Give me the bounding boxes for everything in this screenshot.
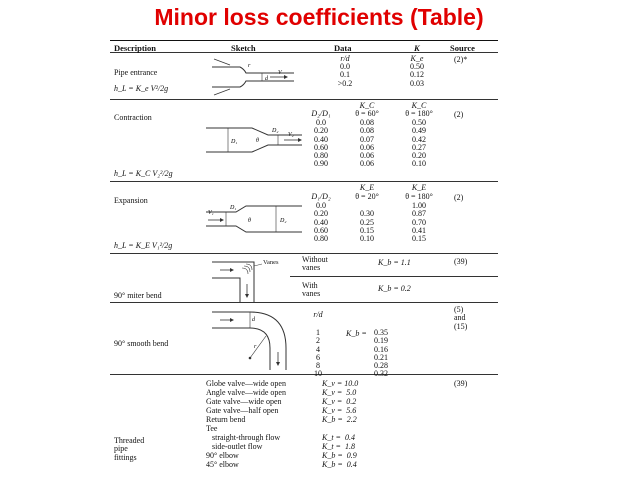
entrance-r-label: r [248, 63, 251, 69]
expansion-k180-theta: θ = 180° [405, 192, 433, 201]
smooth-k-prefix: K_b = [346, 329, 367, 338]
miter-without-k: K_b = 1.1 [378, 258, 411, 267]
contraction-k60-head: K_C [359, 101, 375, 110]
entrance-k: 0.50 0.12 0.03 [410, 62, 424, 88]
smooth-data: 1 2 4 6 8 10 [314, 328, 322, 379]
entrance-data: 0.0 0.1 >0.2 [337, 62, 353, 88]
contraction-ratio-head: D₂/D₁ [311, 109, 331, 118]
contraction-formula: h_L = K_C V₂²/2g [114, 169, 173, 178]
contraction-k60-theta: θ = 60° [355, 109, 379, 118]
contraction-ratio: 0.0 0.20 0.40 0.60 0.80 0.90 [314, 118, 328, 169]
entrance-v-label: V [278, 70, 282, 76]
miter-with-k: K_b = 0.2 [378, 284, 411, 293]
expansion-k180: 1.00 0.87 0.70 0.41 0.15 [412, 201, 426, 244]
threaded-items: Globe valve—wide open Angle valve—wide open Gate valve—wide open Gate valve—half open Return bend Tee straight-through flow side-outlet flow 90° elbow 45° elbow [206, 379, 286, 469]
entrance-label: Pipe entrance [114, 68, 158, 77]
header-rule [110, 52, 498, 53]
smooth-source: (5) and (15) [454, 305, 468, 331]
row-rule [110, 181, 498, 182]
row-rule [290, 276, 498, 277]
miter-label: 90° miter bend [114, 291, 162, 300]
expansion-source: (2) [454, 193, 464, 202]
slide-title: Minor loss coefficients (Table) [154, 4, 484, 30]
contraction-d1-label: D₁ [231, 139, 238, 145]
header-description: Description [114, 43, 157, 53]
header-source: Source [450, 43, 475, 53]
contraction-label: Contraction [114, 113, 152, 122]
contraction-sketch [206, 122, 302, 158]
minor-loss-table [110, 38, 498, 478]
contraction-v2-label: V₂ [288, 132, 294, 138]
expansion-k20-theta: θ = 20° [355, 192, 379, 201]
miter-source: (39) [454, 257, 468, 266]
entrance-sketch [210, 55, 294, 97]
contraction-k180-head: K_C [411, 101, 427, 110]
expansion-sketch [206, 200, 302, 240]
entrance-d-label: d [265, 76, 268, 82]
threaded-label: Threaded pipe fittings [114, 436, 145, 462]
header-sketch: Sketch [231, 43, 256, 53]
threaded-source: (39) [454, 379, 468, 388]
miter-vanes-label: Vanes [263, 259, 279, 266]
entrance-k-head: K_e [410, 54, 424, 63]
miter-without: Without vanes [302, 255, 328, 273]
miter-with: With vanes [302, 281, 321, 299]
row-rule [110, 374, 498, 375]
smooth-r-label: r [254, 344, 257, 350]
contraction-theta-label: θ [256, 138, 259, 144]
expansion-d2-label: D₂ [280, 218, 287, 224]
contraction-k60: 0.08 0.08 0.07 0.06 0.06 0.06 [360, 118, 374, 169]
smooth-k: 0.35 0.19 0.16 0.21 0.28 0.32 [374, 328, 388, 379]
row-rule [110, 99, 498, 100]
smooth-data-head: r/d [313, 310, 323, 319]
contraction-d2-label: D₂ [272, 128, 279, 134]
row-rule [110, 302, 498, 303]
contraction-k180-theta: θ = 180° [405, 109, 433, 118]
contraction-k180: 0.50 0.49 0.42 0.27 0.20 0.10 [412, 118, 426, 169]
row-rule [110, 253, 498, 254]
expansion-theta-label: θ [248, 218, 251, 224]
smooth-d-label: d [252, 317, 255, 323]
expansion-v1-label: V₁ [208, 210, 214, 216]
expansion-formula: h_L = K_E V₁²/2g [114, 241, 173, 250]
expansion-label: Expansion [114, 196, 148, 205]
expansion-k20-head: K_E [359, 183, 375, 192]
threaded-k: K_v = 10.0 K_v = 5.0 K_v = 0.2 K_v = 5.6 K_b = 2.2 K_t = 0.4 K_t = 1.8 K_b = 0.9 K_b = 0.4 [322, 379, 359, 469]
header-k: K [414, 43, 420, 53]
expansion-ratio: 0.0 0.20 0.40 0.60 0.80 [314, 201, 328, 244]
entrance-data-head: r/d [340, 54, 350, 63]
entrance-formula: h_L = K_e V²/2g [114, 84, 169, 93]
expansion-d1-label: D₁ [230, 205, 237, 211]
contraction-source: (2) [454, 110, 464, 119]
header-data: Data [334, 43, 352, 53]
expansion-ratio-head: D₁/D₂ [311, 192, 331, 201]
entrance-source: (2)* [454, 55, 468, 64]
smooth-sketch [210, 306, 300, 370]
expansion-k180-head: K_E [411, 183, 427, 192]
smooth-label: 90° smooth bend [114, 339, 169, 348]
table-top-rule [110, 40, 498, 41]
expansion-k20: 0.30 0.25 0.15 0.10 [360, 209, 374, 244]
